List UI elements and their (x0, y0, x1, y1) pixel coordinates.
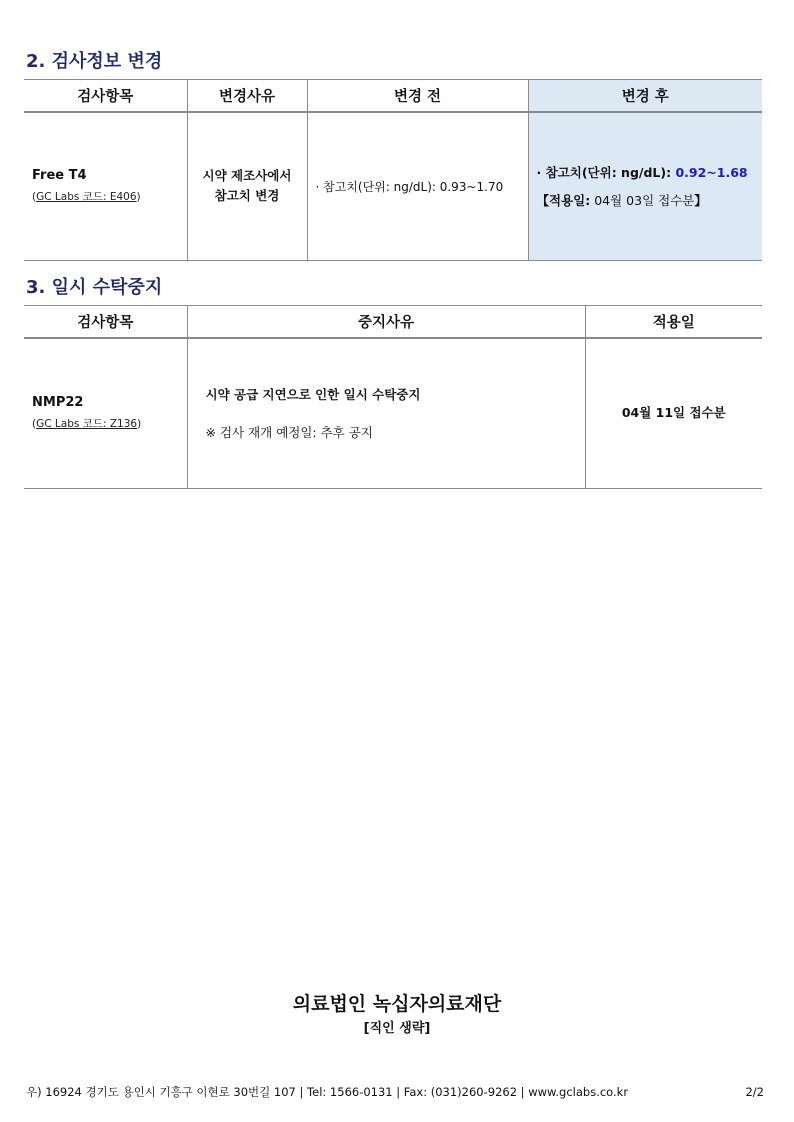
test-info-change-table (24, 79, 762, 261)
code-open-paren: ( (32, 418, 37, 431)
test-code-link: GC Labs 코드: E406 (36, 191, 137, 204)
temporary-suspension-table (24, 305, 762, 489)
after-reference-value: 0.92~1.68 (675, 165, 748, 181)
apply-date-value: 04월 11일 접수분 (621, 405, 726, 421)
apply-date-label: 【적용일: (536, 193, 591, 209)
header-before-change: 변경 전 (307, 80, 528, 113)
header-test-item: 검사항목 (24, 306, 187, 339)
after-reference-label: · 참고치(단위: ng/dL): (536, 165, 676, 181)
section-3-title: 3. 일시 수탁중지 (26, 277, 163, 298)
suspension-reason: 시약 공급 지연으로 인한 일시 수탁중지 (205, 387, 421, 403)
apply-date-value: 04월 03일 접수분 (590, 193, 695, 209)
header-apply-date: 적용일 (585, 306, 762, 339)
apply-date-close: 】 (694, 193, 707, 209)
change-reason-line1: 시약 제조사에서 (202, 168, 292, 184)
change-reason-line2: 참고치 변경 (214, 188, 280, 204)
seal-omitted-note: [직인 생략] (363, 1021, 431, 1036)
apply-date-cell (585, 338, 762, 488)
after-reference-range (529, 163, 763, 181)
code-close-paren: ) (136, 191, 141, 204)
test-item-code (24, 189, 187, 204)
header-test-item: 검사항목 (24, 80, 187, 113)
code-close-paren: ) (137, 418, 142, 431)
test-code-link: GC Labs 코드: Z136 (36, 418, 138, 431)
table-header-row (24, 306, 762, 339)
footer-contact-info: 우) 16924 경기도 용인시 기흥구 이현로 30번길 107 | Tel: 1566-0131 | Fax: (031)260-9262 | www.gclabs.co.kr (26, 1085, 629, 1099)
table-header-row (24, 80, 762, 113)
header-suspension-reason: 중지사유 (187, 306, 585, 339)
section-2-title: 2. 검사정보 변경 (26, 51, 163, 72)
table-row (24, 112, 762, 260)
before-change-cell (307, 112, 528, 260)
organization-name: 의료법인 녹십자의료재단 (292, 993, 502, 1015)
suspension-reason-cell (187, 338, 585, 488)
test-item-name: Free T4 (32, 168, 87, 184)
test-item-cell (24, 338, 187, 488)
resume-date-note: ※ 검사 재개 예정일: 추후 공지 (205, 425, 373, 441)
table-row (24, 338, 762, 488)
page-number: 2/2 (745, 1085, 764, 1099)
change-reason-cell (187, 112, 307, 260)
test-item-cell (24, 112, 187, 260)
after-apply-date (529, 191, 763, 209)
header-after-change: 변경 후 (528, 80, 762, 113)
code-open-paren: ( (32, 191, 37, 204)
before-reference-range: · 참고치(단위: ng/dL): 0.93~1.70 (315, 179, 504, 194)
test-item-name: NMP22 (32, 395, 84, 411)
test-item-code (24, 416, 187, 431)
header-change-reason: 변경사유 (187, 80, 307, 113)
after-change-cell (528, 112, 762, 260)
